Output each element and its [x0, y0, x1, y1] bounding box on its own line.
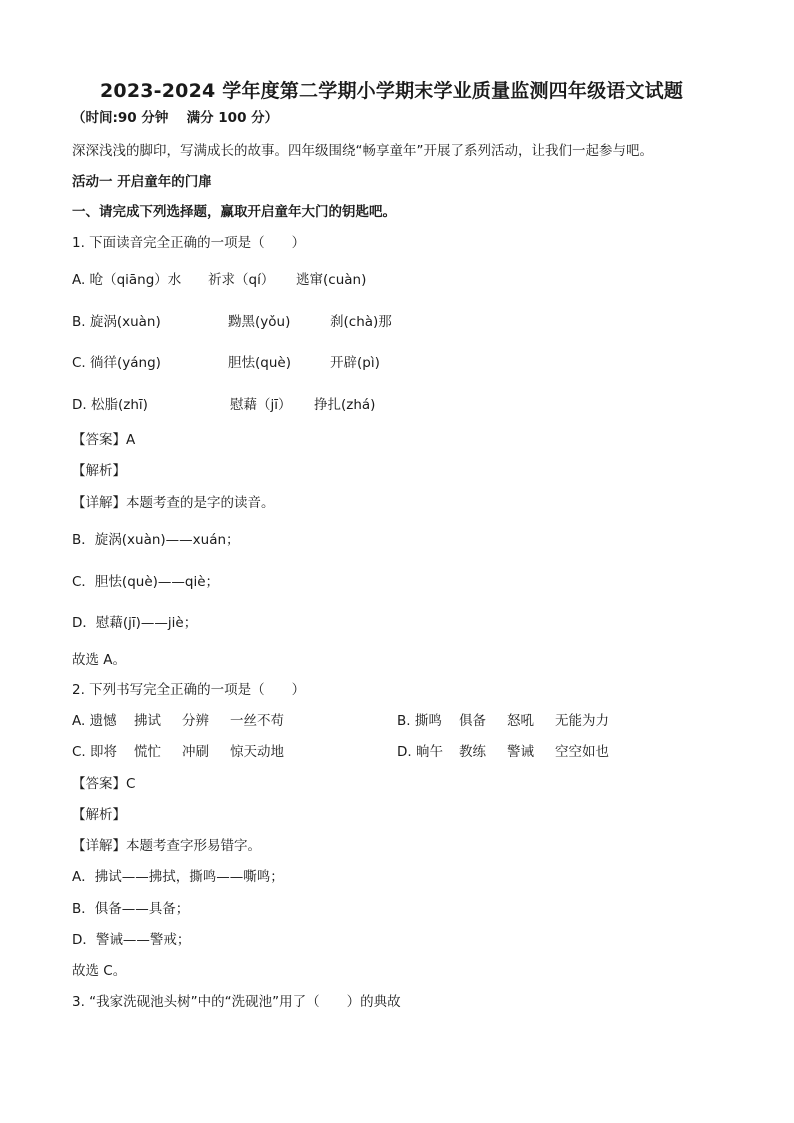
q1-note-d: D．慰藉(jī)——jiè；: [72, 615, 198, 631]
q1-option-d-2: 慰藉（jī）: [230, 397, 292, 413]
q1-option-a-3: 逃窜(cuàn): [296, 272, 367, 288]
q2-option-a-1: A. 遗憾: [72, 713, 117, 729]
q1-option-b-2: 黝黑(yǒu): [228, 314, 291, 330]
q1-option-d-1: D. 松脂(zhī): [72, 397, 148, 413]
q2-option-b-4: 无能为力: [555, 713, 609, 729]
q2-option-a: [72, 711, 284, 731]
q1-option-a-2: 祈求（qí）: [208, 272, 275, 288]
q1-option-b-1: B. 旋涡(xuàn): [72, 314, 161, 330]
q1-option-d: [72, 395, 375, 415]
q2-option-d-2: 教练: [459, 744, 486, 760]
q2-option-d: [397, 742, 609, 762]
q2-note-a: A．拂试——拂拭，撕鸣——嘶鸣；: [72, 869, 284, 885]
page-title: 2023-2024 学年度第二学期小学期末学业质量监测四年级语文试题: [100, 80, 684, 102]
q2-option-d-1: D. 晌午: [397, 744, 443, 760]
q2-conclusion: 故选 C。: [72, 963, 127, 979]
q2-option-b-2: 俱备: [459, 713, 486, 729]
q1-note-c: C．胆怯(què)——qiè；: [72, 574, 220, 590]
q1-option-c-2: 胆怯(què): [228, 355, 291, 371]
q3-stem: 3. “我家洗砚池头树”中的“洗砚池”用了（ ）的典故: [72, 994, 401, 1010]
q2-option-a-3: 分辨: [182, 713, 209, 729]
intro-text: 深深浅浅的脚印，写满成长的故事。四年级围绕“畅享童年”开展了系列活动，让我们一起参与吧。: [72, 143, 653, 159]
q2-option-c: [72, 742, 284, 762]
q2-option-b-1: B. 撕鸣: [397, 713, 442, 729]
q2-note-b: B．俱备——具备；: [72, 901, 190, 917]
q1-option-b-3: 刹(chà)那: [330, 314, 392, 330]
q1-analysis: 【解析】: [72, 463, 126, 479]
q1-option-d-3: 挣扎(zhá): [314, 397, 376, 413]
q2-option-c-1: C. 即将: [72, 744, 118, 760]
activity-heading: 活动一 开启童年的门扉: [72, 174, 212, 190]
q2-option-b: [397, 711, 609, 731]
q1-option-c: [72, 353, 380, 373]
q2-option-b-3: 怒吼: [507, 713, 534, 729]
section-heading: 一、请完成下列选择题，赢取开启童年大门的钥匙吧。: [72, 204, 396, 220]
q2-answer: 【答案】C: [72, 776, 136, 792]
q2-option-d-3: 警诫: [507, 744, 534, 760]
q2-option-c-3: 冲刷: [182, 744, 209, 760]
q1-stem: 1. 下面读音完全正确的一项是（ ）: [72, 235, 306, 251]
q2-detail: 【详解】本题考查字形易错字。: [72, 838, 261, 854]
q2-option-a-2: 拂试: [134, 713, 161, 729]
q1-option-a-1: A. 呛（qiāng）水: [72, 272, 182, 288]
q2-option-c-2: 慌忙: [134, 744, 161, 760]
q1-option-c-3: 开辟(pì): [330, 355, 380, 371]
q1-detail: 【详解】本题考查的是字的读音。: [72, 495, 275, 511]
q1-option-c-1: C. 徜徉(yáng): [72, 355, 161, 371]
q1-answer: 【答案】A: [72, 432, 136, 448]
q2-analysis: 【解析】: [72, 807, 126, 823]
exam-subtitle: （时间:90 分钟 满分 100 分）: [72, 110, 279, 126]
q2-option-a-4: 一丝不苟: [230, 713, 284, 729]
q1-option-b: [72, 312, 392, 332]
q2-stem: 2. 下列书写完全正确的一项是（ ）: [72, 682, 306, 698]
q2-option-c-4: 惊天动地: [230, 744, 284, 760]
q2-note-d: D．警诫——警戒；: [72, 932, 191, 948]
q1-note-b: B．旋涡(xuàn)——xuán；: [72, 532, 240, 548]
q2-option-d-4: 空空如也: [555, 744, 609, 760]
q1-conclusion: 故选 A。: [72, 652, 127, 668]
q1-option-a: [72, 270, 366, 290]
